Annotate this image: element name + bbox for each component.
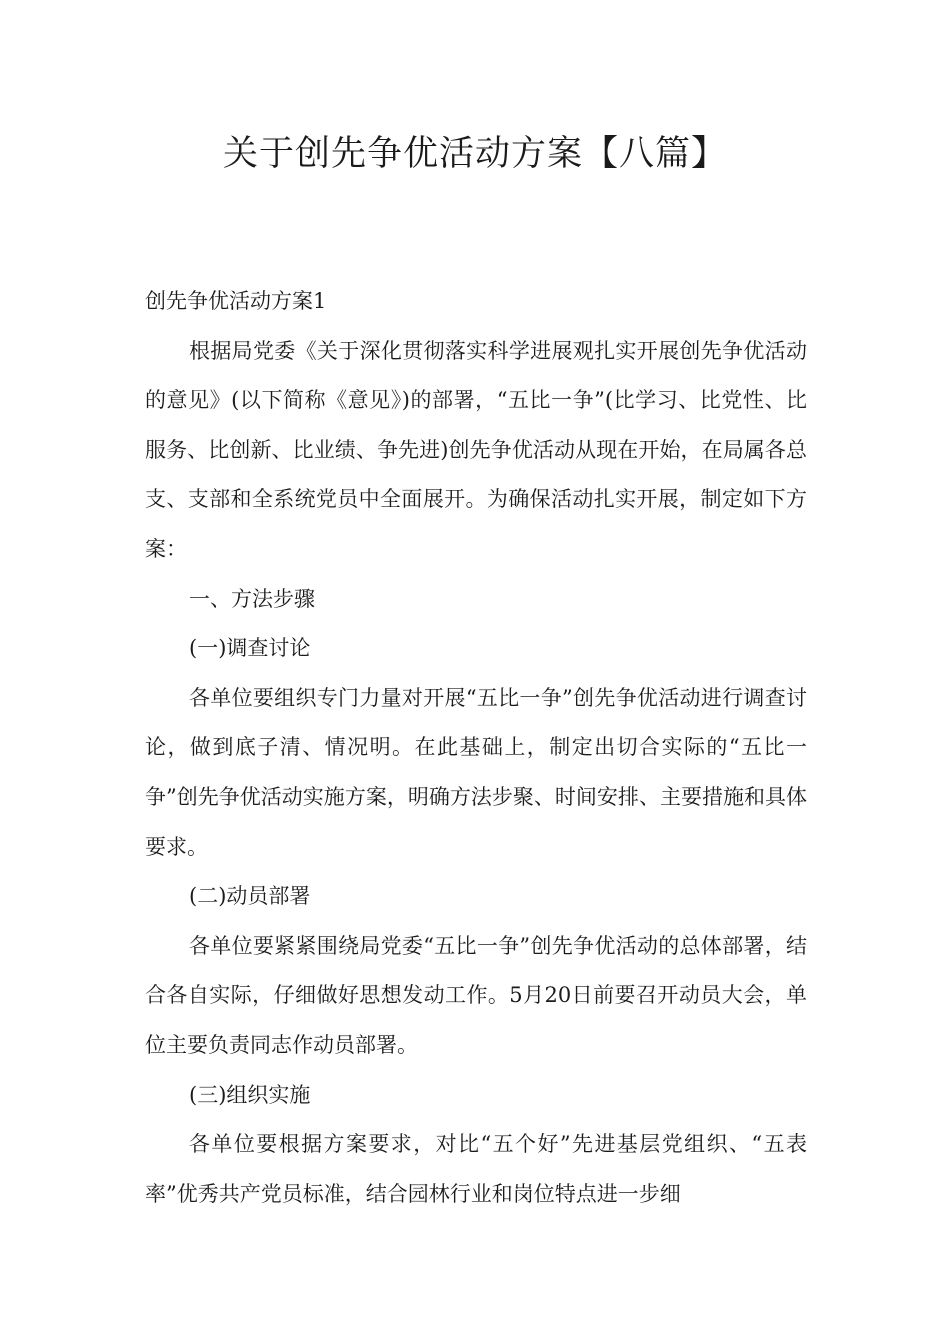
- subheading-implementation: (三)组织实施: [189, 1082, 311, 1107]
- document-body: [145, 277, 807, 1219]
- paragraph-mobilization: 各单位要紧紧围绕局党委“五比一争”创先争优活动的总体部署，结合各自实际，仔细做好思想发动工作。5月20日前要召开动员大会，单位主要负责同志作动员部署。: [145, 933, 807, 1057]
- heading-methods-steps: 一、方法步骤: [189, 586, 315, 611]
- paragraph-investigation: 各单位要组织专门力量对开展“五比一争”创先争优活动进行调查讨论，做到底子清、情况明。在此基础上，制定出切合实际的“五比一争”创先争优活动实施方案，明确方法步聚、时间安排、主要措施和具体要求。: [145, 685, 807, 859]
- document-title: 关于创先争优活动方案【八篇】: [222, 134, 727, 174]
- subheading-investigation: (一)调查讨论: [189, 636, 311, 661]
- section-heading: 创先争优活动方案1: [145, 289, 327, 313]
- paragraph-intro: 根据局党委《关于深化贯彻落实科学进展观扎实开展创先争优活动的意见》(以下简称《意见》)的部署，“五比一争”(比学习、比党性、比服务、比创新、比业绩、争先进)创先争优活动从现在开始，在局属各总支、支部和全系统党员中全面展开。为确保活动扎实开展，制定如下方案：: [145, 338, 807, 561]
- subheading-mobilization: (二)动员部署: [189, 884, 311, 909]
- paragraph-implementation: 各单位要根据方案要求，对比“五个好”先进基层党组织、“五表率”优秀共产党员标准，结合园林行业和岗位特点进一步细: [145, 1132, 807, 1206]
